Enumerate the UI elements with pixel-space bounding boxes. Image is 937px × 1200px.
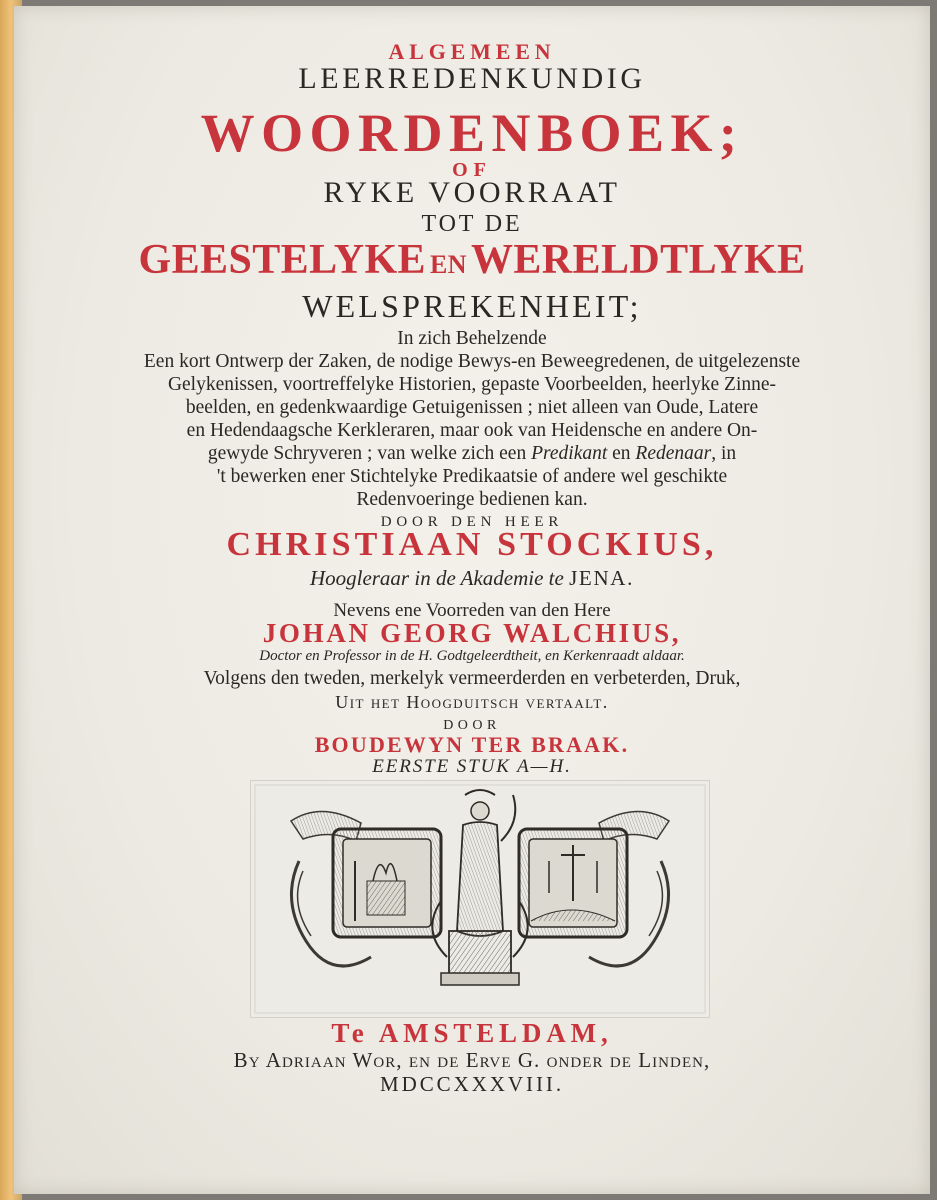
description-line-1: In zich Behelzende: [397, 328, 547, 349]
en-connector: en: [612, 443, 631, 464]
geestelyke-word: GEESTELYKE: [138, 237, 426, 283]
title-line-of: OF: [452, 159, 492, 181]
description-line-2: Een kort Ontwerp der Zaken, de nodige Bewys-en Beweegredenen, de uitgelezenste: [143, 351, 801, 372]
en-word: EN: [429, 250, 467, 279]
door-den-heer: DOOR DEN HEER: [380, 514, 564, 530]
author-affiliation: [14, 566, 930, 591]
edition-line: Volgens den tweden, merkelyk vermeerderden en verbeterden, Druk,: [203, 668, 741, 689]
description-line-7: 't bewerken ener Stichtelyke Predikaatsie of andere wel geschikte: [216, 466, 728, 487]
volume-line: EERSTE STUK A—H.: [372, 756, 572, 777]
author-city: JENA.: [569, 566, 635, 590]
title-line-tot-de: TOT DE: [421, 211, 523, 237]
foreword-intro: Nevens ene Voorreden van den Here: [333, 600, 611, 621]
title-line-leerredenkundig: LEERREDENKUNDIG: [298, 62, 646, 95]
title-line-geestelyke-wereldtlyke: [14, 236, 930, 284]
engraved-vignette: [250, 780, 710, 1018]
translated-line: Uit het Hoogduitsch vertaalt.: [335, 692, 609, 712]
imprint-publisher: By Adriaan Wor, en de Erve G. onder de Linden,: [233, 1048, 711, 1072]
translator-name: BOUDEWYN TER BRAAK.: [314, 732, 630, 757]
author-name: CHRISTIAAN STOCKIUS,: [226, 526, 718, 563]
imprint-place: Te AMSTELDAM,: [331, 1018, 613, 1048]
description-line-6: [14, 443, 930, 465]
redenaar-word: Redenaar: [635, 443, 712, 464]
author-affiliation-text: Hoogleraar in de Akademie te: [309, 566, 564, 590]
foreword-author-title: Doctor en Professor in de H. Godtgeleerdtheit, en Kerkenraadt aldaar.: [259, 648, 685, 664]
vignette-engraving: [251, 781, 709, 1017]
title-line-woordenboek: WOORDENBOEK;: [200, 103, 744, 163]
wereldtlyke-word: WERELDTLYKE: [470, 237, 806, 283]
predikant-word: Predikant: [531, 443, 608, 464]
description-line-8: Redenvoeringe bedienen kan.: [356, 489, 588, 510]
description-line-3: Gelykenissen, voortreffelyke Historien, gepaste Voorbeelden, heerlyke Zinne-: [167, 374, 777, 395]
title-line-algemeen: ALGEMEEN: [388, 39, 556, 64]
imprint-year: MDCCXXXVIII.: [379, 1072, 565, 1096]
door-line: DOOR: [443, 718, 501, 733]
description-line-6-end: , in: [711, 443, 737, 464]
description-line-5: en Hedendaagsche Kerkleraren, maar ook van Heidensche en andere On-: [186, 420, 758, 441]
foreword-author: JOHAN GEORG WALCHIUS,: [262, 618, 682, 648]
description-line-6-start: gewyde Schryveren ; van welke zich een: [207, 443, 527, 464]
title-line-welsprekenheit: WELSPREKENHEIT;: [302, 288, 642, 324]
title-page: [14, 6, 930, 1194]
title-line-ryke-voorraat: RYKE VOORRAAT: [323, 176, 621, 209]
description-line-4: beelden, en gedenkwaardige Getuigenissen ; niet alleen van Oude, Latere: [185, 397, 759, 418]
